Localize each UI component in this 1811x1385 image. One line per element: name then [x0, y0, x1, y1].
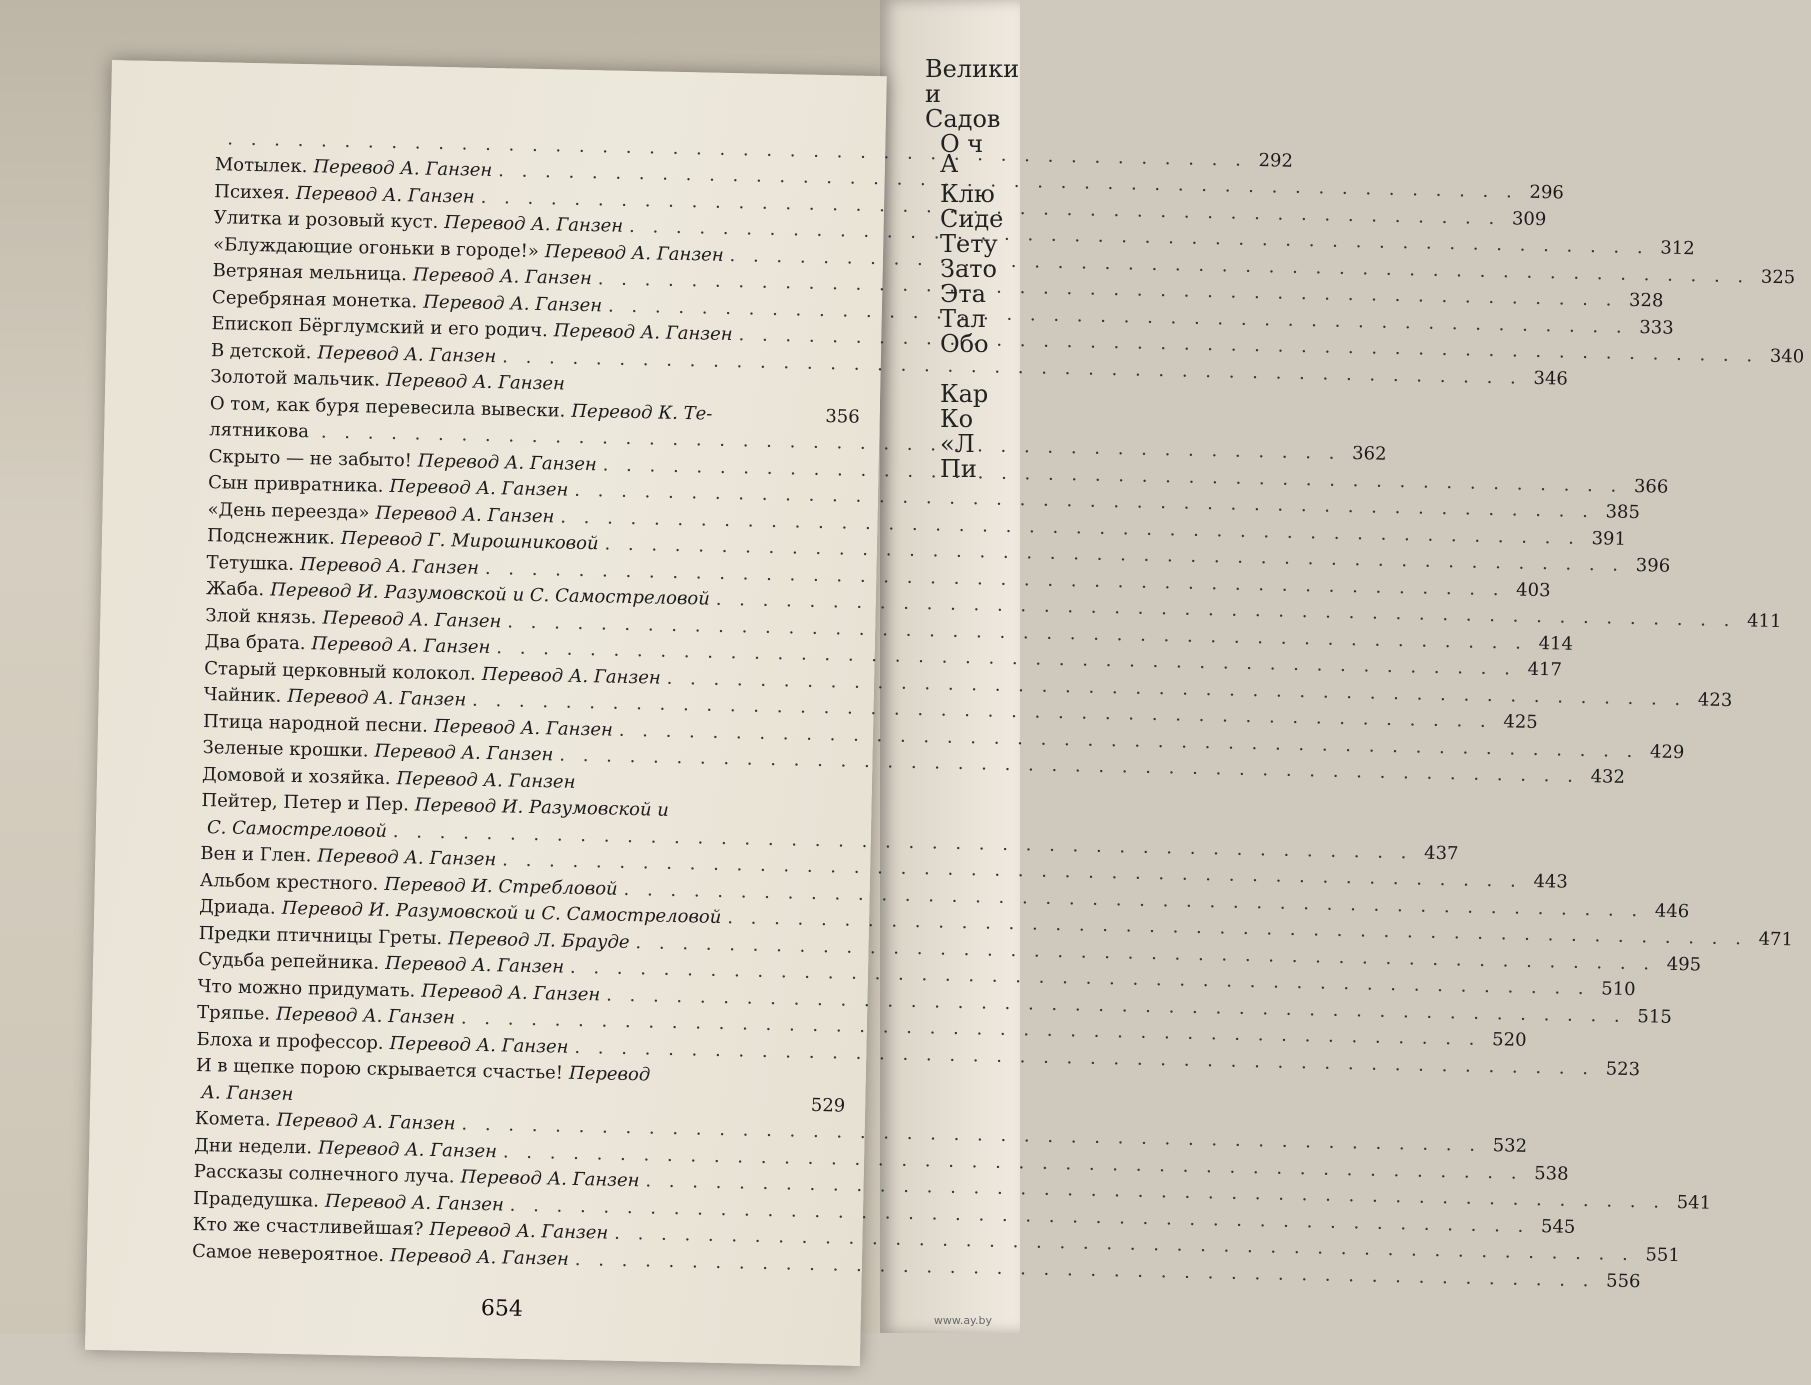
toc-entry-translator: Перевод А. Ганзен: [389, 1244, 570, 1270]
toc-entry-translator: Перевод И. Разумовской и: [414, 794, 670, 821]
toc-entry-page: 391: [1591, 527, 1627, 550]
toc-entry-title: Прадедушка.: [192, 1187, 320, 1212]
toc-entry-page: 340: [1769, 345, 1805, 368]
toc-entry-title: И в щепке порою скрывается счастье!: [195, 1054, 564, 1084]
toc-entry-translator: Перевод А. Ганзен: [299, 553, 480, 579]
toc-entry-page: 385: [1605, 501, 1641, 524]
toc-entry-page: 366: [1633, 475, 1669, 498]
facing-page-text: Тету: [940, 230, 998, 258]
toc-entry-translator: Перевод К. Те-: [571, 400, 713, 425]
toc-entry-title: Епископ Бёрглумский и его родич.: [211, 313, 549, 342]
toc-entry-title: Психея.: [214, 180, 291, 204]
facing-page-text: Велики: [925, 55, 1020, 83]
facing-page-text: Кар: [940, 380, 989, 408]
toc-entry-page: 551: [1645, 1244, 1681, 1267]
toc-entry-title: Пейтер, Петер и Пер.: [201, 790, 410, 816]
toc-entry-translator: Перевод А. Ганзен: [384, 952, 565, 978]
toc-entry-translator: Перевод А. Ганзен: [553, 320, 733, 346]
facing-page-text: Клю: [940, 180, 995, 208]
toc-entry-title: Альбом крестного.: [199, 869, 379, 895]
toc-entry-title: Злой князь.: [205, 604, 317, 628]
toc-entry-page: 411: [1746, 610, 1782, 633]
toc-entry-translator: Перевод А. Ганзен: [385, 369, 566, 395]
facing-page-text: и: [925, 80, 941, 108]
toc-entry-page: 443: [1533, 870, 1569, 893]
page-number: 654: [480, 1296, 524, 1322]
toc-entry-page: 423: [1697, 688, 1733, 711]
toc-entry-translator: Перевод А. Ганзен: [317, 845, 497, 871]
toc-entry-page: 510: [1601, 978, 1636, 1001]
toc-entry-page: 362: [1351, 443, 1387, 465]
facing-page-text: Ко: [940, 405, 974, 433]
toc-entry-page: 417: [1527, 658, 1563, 681]
toc-entry-page: 325: [1760, 266, 1796, 288]
toc-entry-translator: Перевод А. Ганзен: [481, 663, 661, 689]
toc-entry-translator: Перевод А. Ганзен: [276, 1109, 456, 1135]
toc-entry-title: Птица народной песни.: [202, 710, 429, 737]
toc-entry-title: Зеленые крошки.: [202, 737, 369, 762]
toc-entry-page: 529: [810, 1094, 846, 1117]
toc-entry-page: 432: [1590, 766, 1626, 788]
toc-entry-title: Рассказы солнечного луча.: [193, 1160, 455, 1188]
facing-page-text: Тал: [940, 305, 986, 333]
toc-entry-title: Предки птичницы Греты.: [198, 922, 443, 949]
toc-entry-title: Кто же счастливейшая?: [192, 1213, 424, 1240]
toc-entry-page: 523: [1605, 1058, 1641, 1080]
toc-entry-page: 346: [1533, 367, 1569, 390]
toc-entry-title: Тряпье.: [196, 1001, 271, 1025]
toc-entry-page: 515: [1637, 1005, 1672, 1028]
facing-page-text: «Л: [940, 430, 975, 458]
toc-entry-title: Комета.: [194, 1107, 271, 1131]
toc-entry-translator: Перевод А. Ганзен: [287, 685, 467, 711]
toc-entry-title: Золотой мальчик.: [210, 366, 381, 391]
toc-entry-title: Тетушка.: [206, 551, 295, 575]
toc-entry-page: 312: [1660, 237, 1695, 260]
toc-entry-page: 532: [1492, 1135, 1528, 1157]
facing-page-text: А: [940, 150, 959, 178]
toc-entry-title: лятникова: [209, 419, 310, 443]
toc-entry-translator: А. Ганзен: [201, 1081, 294, 1105]
toc-entry-page: 541: [1676, 1192, 1712, 1214]
toc-entry-page: 520: [1491, 1029, 1527, 1051]
toc-entry-title: Чайник.: [203, 684, 282, 707]
toc-entry-translator: Перевод А. Ганзен: [295, 182, 475, 208]
toc-entry-translator: Перевод А. Ганзен: [421, 980, 601, 1005]
toc-entry-title: Судьба репейника.: [197, 949, 380, 974]
toc-entry-page: 328: [1628, 289, 1664, 312]
toc-entry-title: Два брата.: [204, 631, 306, 655]
toc-entry-translator: Перевод А. Ганзен: [311, 633, 491, 659]
toc-entry-translator: Перевод А. Ганзен: [375, 502, 555, 527]
toc-entry-translator: Перевод А. Ганзен: [317, 1137, 498, 1162]
toc-entry-translator: Перевод А. Ганзен: [389, 475, 569, 501]
toc-entry-page: 414: [1538, 632, 1574, 655]
toc-entry-translator: Перевод И. Стребловой: [384, 873, 618, 900]
toc-entry-page: 545: [1540, 1215, 1576, 1238]
facing-page-text: Сиде: [940, 205, 1004, 233]
toc-entry-title: Что можно придумать.: [197, 975, 416, 1002]
toc-entry-page: 356: [825, 405, 860, 428]
toc-entry-page: 429: [1649, 740, 1685, 763]
facing-page-text: Пи: [940, 455, 977, 483]
toc-entry-title: Старый церковный колокол.: [204, 657, 477, 685]
toc-entry-title: Вен и Глен.: [200, 843, 312, 867]
toc-entry-translator: Перевод А. Ганзен: [313, 156, 493, 181]
toc-entry-translator: С. Самостреловой: [206, 816, 388, 842]
toc-entry-translator: Перевод И. Разумовской и С. Самостреловой: [269, 579, 711, 610]
toc-entry-translator: Перевод А. Ганзен: [423, 291, 603, 316]
toc-entry-title: Улитка и розовый куст.: [213, 207, 439, 233]
toc-entry-title: Блоха и профессор.: [196, 1028, 384, 1054]
toc-entry-translator: Перевод А. Ганзен: [317, 341, 497, 367]
toc-entry-translator: Перевод И. Разумовской и С. Самостреловой: [281, 897, 722, 928]
toc-entry-title: Скрыто — не забыто!: [208, 445, 413, 471]
toc-entry-page: 425: [1503, 711, 1538, 734]
toc-entry-title: Жаба.: [205, 578, 265, 601]
toc-entry-title: Серебряная монетка.: [211, 286, 418, 312]
toc-entry-page: 292: [1258, 149, 1294, 172]
toc-entry-translator: Перевод А. Ганзен: [396, 767, 576, 793]
toc-entry-page: 396: [1635, 555, 1671, 577]
toc-entry-translator: Перевод Г. Мирошниковой: [340, 527, 599, 555]
toc-entry-page: 296: [1529, 181, 1565, 204]
facing-page-text: Обо: [940, 330, 989, 358]
toc-entry-translator: Перевод А. Ганзен: [460, 1166, 640, 1192]
toc-entry-title: Мотылек.: [214, 154, 308, 178]
toc-entry-page: 309: [1511, 207, 1547, 230]
toc-entry-translator: Перевод А. Ганзен: [429, 1218, 609, 1244]
toc-entry-translator: Перевод А. Ганзен: [324, 1190, 505, 1215]
toc-entry-title: Домовой и хозяйка.: [201, 763, 391, 789]
facing-page-text: Зато: [940, 255, 997, 283]
facing-page-text: Эта: [940, 280, 986, 308]
toc-entry-page: 437: [1423, 842, 1459, 864]
toc-entry-translator: Перевод А. Ганзен: [417, 449, 597, 475]
toc-entry-title: Сын привратника.: [207, 472, 384, 497]
facing-page-text: О ч: [940, 130, 984, 158]
toc-entry-page: 556: [1605, 1270, 1641, 1292]
facing-page-text: Садов: [925, 105, 1001, 133]
toc-entry-translator: Перевод А. Ганзен: [433, 715, 614, 741]
toc-entry-translator: Перевод: [568, 1062, 651, 1086]
toc-entry-title: Ветряная мельница.: [212, 260, 408, 286]
toc-entry-translator: Перевод А. Ганзен: [374, 740, 554, 766]
toc-entry-title: В детской.: [210, 339, 312, 363]
toc-entry-page: 538: [1533, 1162, 1569, 1185]
toc-entry-translator: Перевод А. Ганзен: [444, 211, 624, 237]
toc-entry-title: Самое невероятное.: [191, 1240, 385, 1266]
toc-entry-title: Дни недели.: [194, 1134, 313, 1158]
toc-entry-title: «День переезда»: [207, 498, 370, 523]
toc-entry-title: О том, как буря перевесила вывески.: [209, 392, 566, 422]
toc-entry-page: 333: [1639, 316, 1674, 339]
toc-entry-title: «Блуждающие огоньки в городе!»: [212, 233, 540, 262]
toc-entry-title: Дриада.: [199, 896, 276, 919]
toc-entry-page: 471: [1758, 928, 1794, 951]
toc-entry-translator: Перевод А. Ганзен: [412, 264, 593, 290]
toc-entry-title: Подснежник.: [206, 525, 336, 549]
watermark: www.ay.by: [933, 1314, 992, 1327]
toc-entry-page: 446: [1654, 899, 1690, 922]
toc-entry-translator: Перевод Л. Брауде: [447, 927, 630, 953]
toc-entry-translator: Перевод А. Ганзен: [389, 1032, 569, 1058]
toc-entry-translator: Перевод А. Ганзен: [544, 240, 724, 266]
toc-entry-page: 495: [1666, 953, 1702, 975]
toc-entry-translator: Перевод А. Ганзен: [322, 607, 502, 632]
toc-entry-page: 403: [1515, 579, 1551, 601]
toc-entry-translator: Перевод А. Ганзен: [275, 1003, 456, 1029]
